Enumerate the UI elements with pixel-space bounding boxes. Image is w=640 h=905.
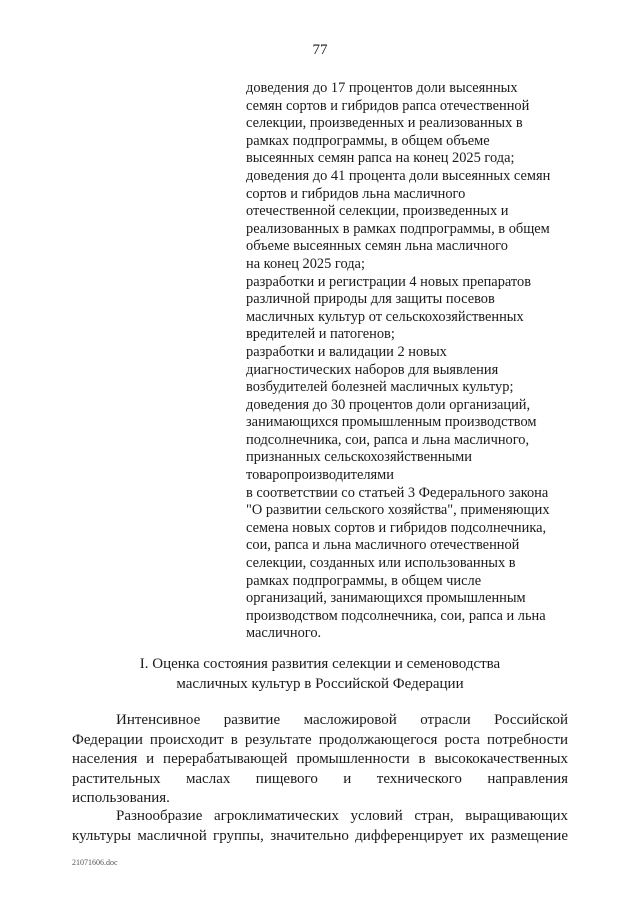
list-line: доведения до 17 процентов доли высеянных (246, 80, 518, 96)
heading-line: I. Оценка состояния развития селекции и семеноводства (139, 656, 501, 672)
list-line: "О развитии сельского хозяйства", применяющих (246, 502, 550, 519)
list-line: рамках подпрограммы, в общем числе (246, 572, 482, 589)
list-line: занимающихся промышленным производством (246, 414, 537, 431)
list-line: отечественной селекции, произведенных и (246, 203, 509, 220)
list-line: диагностических наборов для выявления (246, 361, 499, 378)
list-line: в соответствии со статьей 3 Федерального закона (246, 484, 549, 501)
paragraph-line: населения и перерабатывающей промышленности в высококачественных (72, 751, 568, 767)
list-line: сои, рапса и льна масличного отечественной (246, 537, 520, 554)
paragraph-line: Федерации происходит в результате продолжающегося роста потребности (72, 731, 568, 748)
list-line: возбудителей болезней масличных культур; (246, 379, 514, 396)
list-line: организаций, занимающихся промышленным (246, 590, 526, 607)
footer-filename: 21071606.doc (72, 858, 118, 867)
list-line: рамках подпрограммы, в общем объеме (246, 132, 490, 149)
list-line: сортов и гибридов льна масличного (246, 185, 466, 202)
list-line: селекции, произведенных и реализованных в (246, 115, 523, 132)
paragraph-line: использования. (72, 790, 170, 806)
page-number: 77 (312, 42, 328, 58)
list-line: разработки и валидации 2 новых (246, 343, 447, 360)
list-line: селекции, созданных или использованных в (246, 555, 516, 572)
list-line: признанных сельскохозяйственными (246, 449, 472, 466)
list-line: масличных культур от сельскохозяйственных (246, 308, 524, 325)
list-line: высеянных семян рапса на конец 2025 года; (246, 150, 515, 167)
paragraph-line: растительных маслах пищевого и технического направления (72, 770, 568, 787)
list-line: товаропроизводителями (246, 467, 394, 484)
paragraph-line: Интенсивное развитие масложировой отрасли Российской (116, 712, 568, 728)
section-heading (0, 654, 640, 694)
paragraph-1 (72, 711, 568, 809)
list-line: производством подсолнечника, сои, рапса и льна (246, 607, 546, 624)
heading-line: масличных культур в Российской Федерации (176, 676, 464, 692)
list-line: различной природы для защиты посевов (246, 291, 495, 308)
list-line: доведения до 41 процента доли высеянных семян (246, 167, 551, 184)
list-line: реализованных в рамках подпрограммы, в общем (246, 220, 550, 237)
list-line: на конец 2025 года; (246, 255, 365, 272)
paragraph-2 (72, 807, 568, 846)
list-line: семян сортов и гибридов рапса отечественной (246, 97, 530, 114)
list-line: семена новых сортов и гибридов подсолнечника, (246, 519, 547, 536)
list-line: доведения до 30 процентов доли организаций, (246, 396, 531, 413)
list-line: объеме высеянных семян льна масличного (246, 238, 508, 255)
list-line: подсолнечника, сои, рапса и льна масличного, (246, 431, 530, 448)
indented-list-block (246, 80, 576, 643)
list-line: разработки и регистрации 4 новых препаратов (246, 273, 531, 290)
list-line: вредителей и патогенов; (246, 326, 395, 343)
list-line: масличного. (246, 625, 322, 642)
paragraph-line: культуры масличной группы, значительно дифференцирует их размещение (72, 827, 568, 844)
paragraph-line: Разнообразие агроклиматических условий стран, выращивающих (116, 808, 568, 824)
